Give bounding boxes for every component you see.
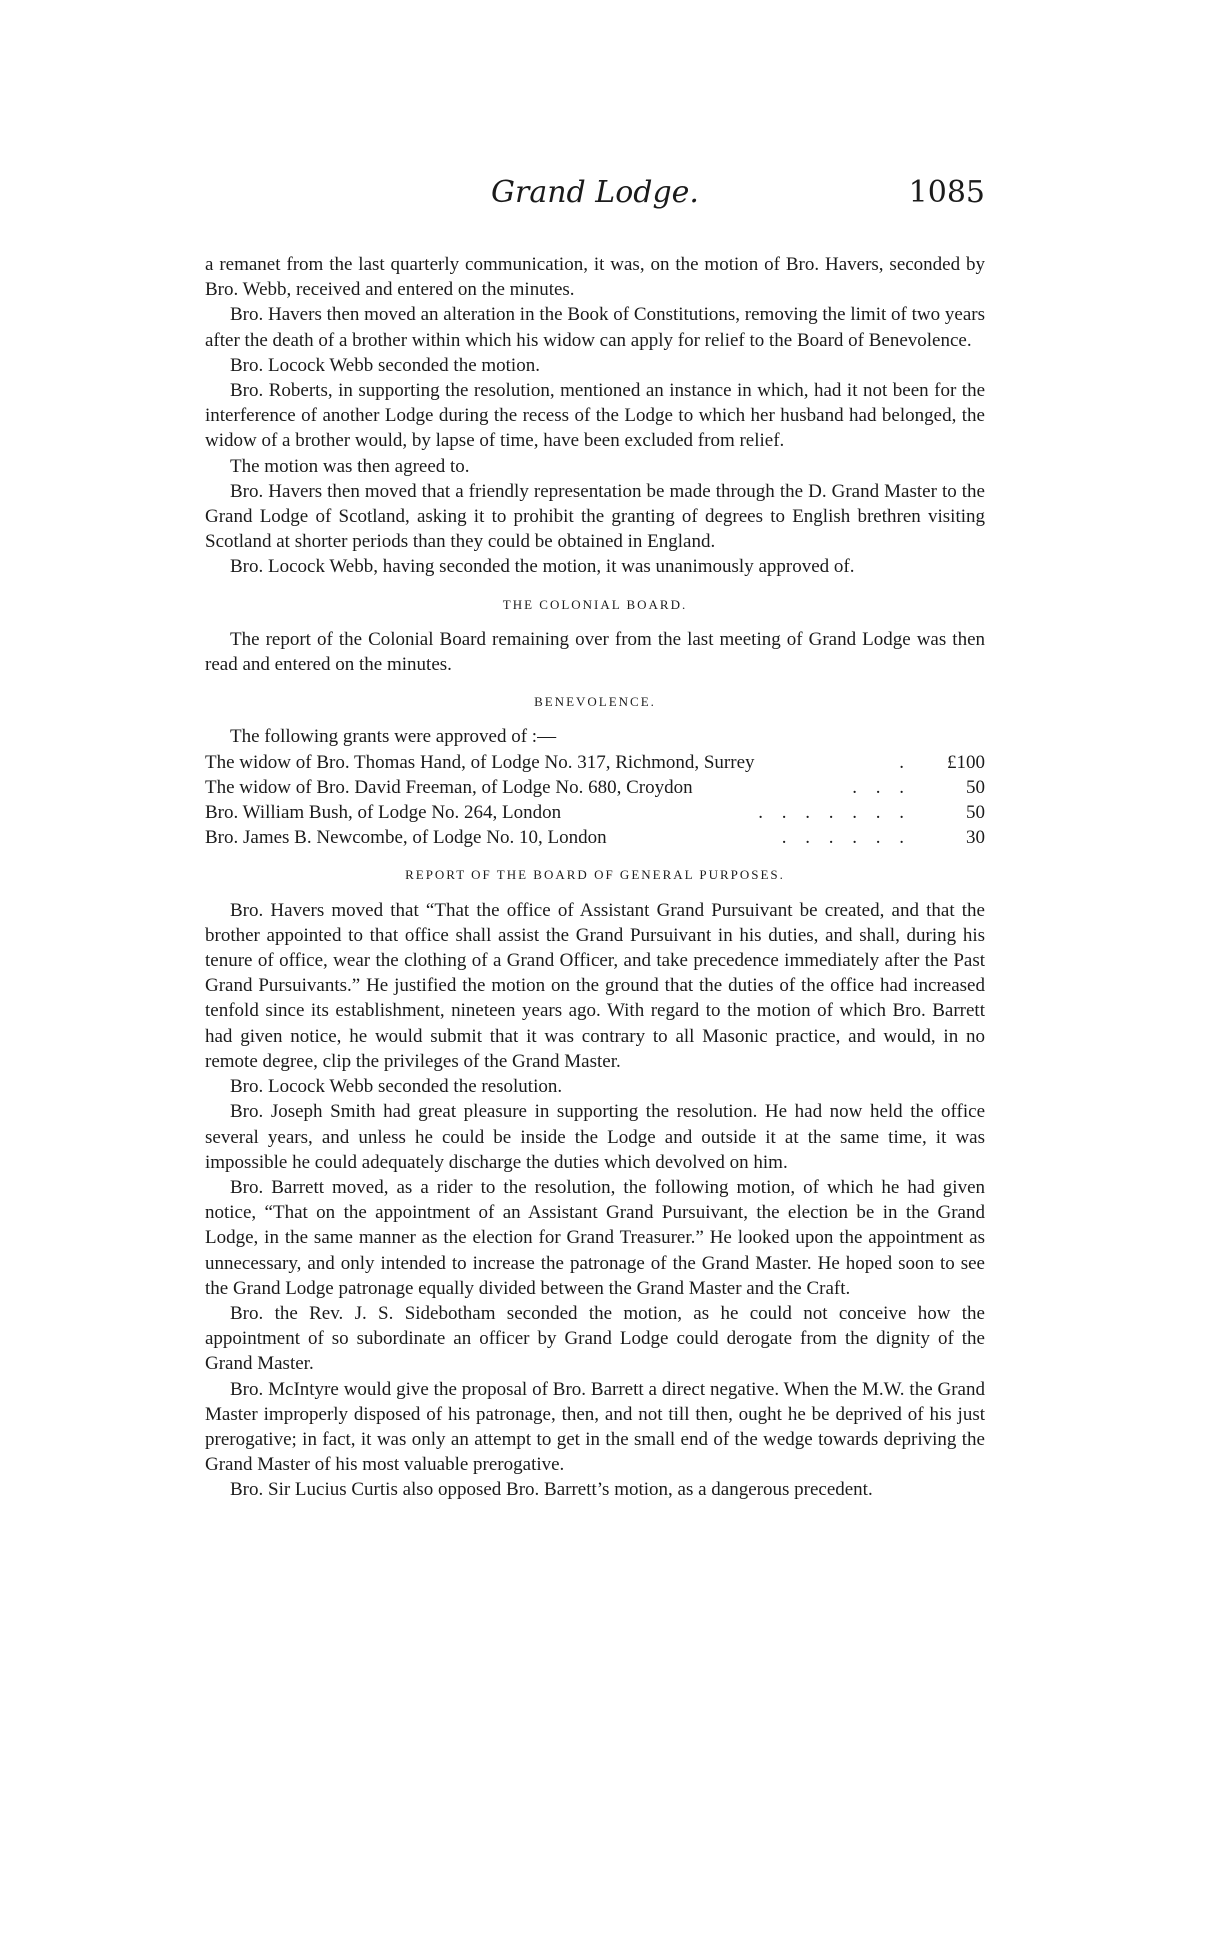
grant-row: [205, 775, 985, 800]
paragraph: Bro. Locock Webb seconded the motion.: [230, 354, 540, 376]
paragraph: The motion was then agreed to.: [230, 455, 470, 477]
grant-leader-dots: . . . . . .: [781, 827, 911, 849]
grant-row: [205, 825, 985, 850]
paragraph: Bro. the Rev. J. S. Sidebotham seconded the motion, as he could not conceive how the appointment of so subordinate an officer by Grand Lodge could derogate from the dignity of the Grand Master.: [205, 1302, 985, 1375]
grant-amount: 50: [966, 776, 985, 798]
section-heading-benevolence: BENEVOLENCE.: [534, 694, 656, 710]
paragraph: Bro. Locock Webb, having seconded the motion, it was unanimously approved of.: [230, 556, 855, 578]
running-title: Grand Lodge.: [491, 175, 699, 210]
section-heading-general-purposes: REPORT OF THE BOARD OF GENERAL PURPOSES.: [405, 867, 785, 883]
page-number: 1085: [908, 175, 985, 210]
paragraph: Bro. Joseph Smith had great pleasure in supporting the resolution. He had now held the office several years, and unless he could be inside the Lodge and outside it at the same time, it was impossible he could adequately discharge the duties which devolved on him.: [205, 1101, 985, 1173]
grant-leader-dots: .: [899, 751, 911, 773]
paragraph: Bro. McIntyre would give the proposal of Bro. Barrett a direct negative. When the M.W. the Grand Master improperly disposed of his patronage, then, and not till then, ought he be deprived of his just prerogative; in fact, it was only an attempt to get in the small end of the wedge towards depriving the Grand Master of his most valuable prerogative.: [205, 1378, 985, 1476]
paragraph: Bro. Havers then moved that a friendly representation be made through the D. Grand Master to the Grand Lodge of Scotland, asking it to prohibit the granting of degrees to English brethren visiting Scotland at shorter periods than they could be obtained in England.: [205, 480, 985, 553]
paragraph: Bro. Barrett moved, as a rider to the resolution, the following motion, of which he had given notice, “That on the appointment of an Assistant Grand Pursuivant, the election be in the Grand Lodge, in the same manner as the election for Grand Treasurer.” He looked upon the appointment as unnecessary, and only intended to increase the patronage of the Grand Master. He hoped soon to see the Grand Lodge patronage equally divided between the Grand Master and the Craft.: [205, 1176, 985, 1299]
paragraph: a remanet from the last quarterly communication, it was, on the motion of Bro. Havers, seconded by Bro. Webb, received and entered on the minutes.: [205, 254, 985, 301]
grant-recipient: Bro. William Bush, of Lodge No. 264, London: [205, 802, 562, 824]
grant-row: [205, 800, 985, 825]
grant-amount: £100: [947, 751, 985, 773]
paragraph: Bro. Locock Webb seconded the resolution.: [230, 1076, 563, 1098]
page-header: [205, 175, 985, 215]
paragraph: Bro. Havers moved that “That the office of Assistant Grand Pursuivant be created, and that the brother appointed to that office shall assist the Grand Pursuivant in his duties, and shall, during his tenure of office, wear the clothing of a Grand Officer, and take precedence immediately after the Past Grand Pursuivants.” He justified the motion on the ground that the duties of the office had increased tenfold since its establishment, nineteen years ago. With regard to the motion of which Bro. Barrett had given notice, he would submit that it was contrary to all Masonic practice, and would, in no remote degree, clip the privileges of the Grand Master.: [205, 899, 985, 1072]
grants-intro: The following grants were approved of :—: [230, 726, 557, 748]
grant-amount: 50: [966, 802, 985, 824]
paragraph: The report of the Colonial Board remaining over from the last meeting of Grand Lodge was then read and entered on the minutes.: [205, 628, 985, 676]
grant-recipient: Bro. James B. Newcombe, of Lodge No. 10, London: [205, 827, 607, 849]
grant-row: [205, 750, 985, 775]
grant-leader-dots: . . .: [852, 776, 911, 798]
grant-recipient: The widow of Bro. Thomas Hand, of Lodge No. 317, Richmond, Surrey: [205, 751, 755, 773]
paragraph: Bro. Havers then moved an alteration in the Book of Constitutions, removing the limit of two years after the death of a brother within which his widow can apply for relief to the Board of Benevolence.: [205, 304, 985, 351]
grant-leader-dots: . . . . . . .: [758, 802, 911, 824]
paragraph: Bro. Roberts, in supporting the resolution, mentioned an instance in which, had it not been for the interference of another Lodge during the recess of the Lodge to which her husband had belonged, the widow of a brother would, by lapse of time, have been excluded from relief.: [205, 380, 985, 452]
section-heading-colonial-board: THE COLONIAL BOARD.: [502, 596, 688, 612]
body-text: [205, 252, 985, 1503]
grant-recipient: The widow of Bro. David Freeman, of Lodge No. 680, Croydon: [205, 776, 693, 798]
grant-list: [205, 750, 985, 851]
grant-amount: 30: [966, 827, 985, 849]
paragraph: Bro. Sir Lucius Curtis also opposed Bro. Barrett’s motion, as a dangerous precedent.: [230, 1479, 873, 1501]
